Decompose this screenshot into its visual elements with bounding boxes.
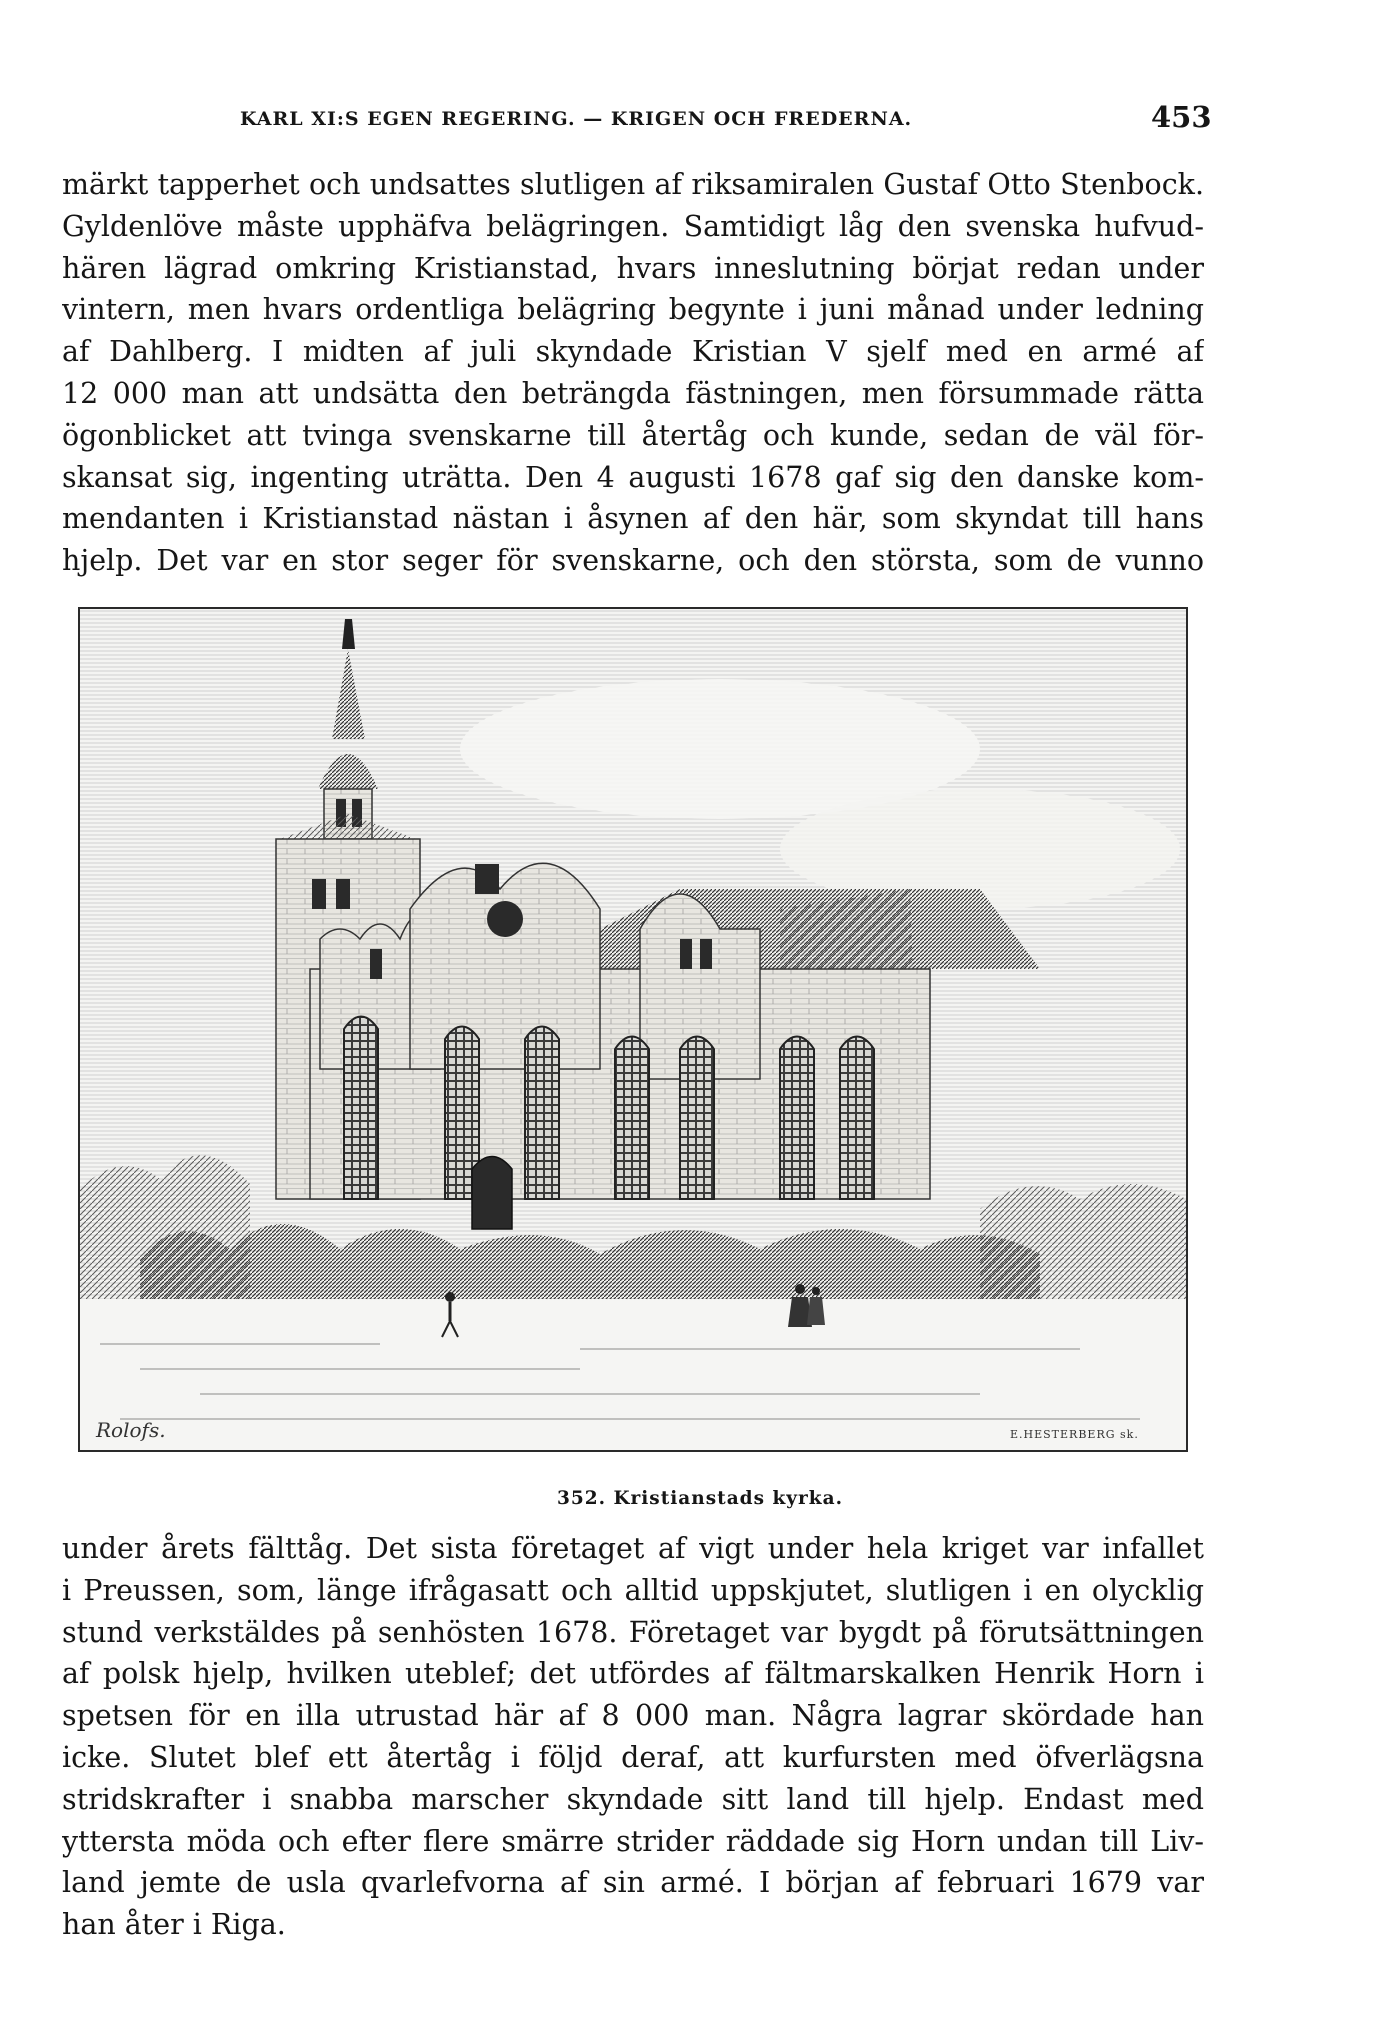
text-line: land jemte de usla qvarlefvorna af sin armé. I början af februari 1679 var: [62, 1866, 1204, 1900]
text-line: icke. Slutet blef ett återtåg i följd deraf, att kurfursten med öfverlägsna: [62, 1740, 1204, 1774]
text-line: hären lägrad omkring Kristianstad, hvars inneslutning börjat redan under: [62, 251, 1204, 285]
text-line: Gyldenlöve måste upphäfva belägringen. Samtidigt låg den svenska hufvud-: [62, 209, 1204, 243]
text-line: under årets fälttåg. Det sista företaget af vigt under hela kriget var infallet: [62, 1532, 1204, 1565]
text-line: 12 000 man att undsätta den beträngda fästningen, men försummade rätta: [62, 376, 1204, 410]
engraver-signature-right: E.HESTERBERG sk.: [1010, 1428, 1139, 1441]
text-line: vintern, men hvars ordentliga belägring begynte i juni månad under ledning: [62, 293, 1204, 327]
engraver-signature-left: Rolofs.: [96, 1418, 166, 1442]
text-line: af polsk hjelp, hvilken uteblef; det utfördes af fältmarskalken Henrik Horn i: [62, 1657, 1204, 1691]
church-portal: [472, 1157, 512, 1230]
page-number: 453: [1151, 100, 1212, 134]
figure-caption: 352. Kristianstads kyrka.: [556, 1488, 844, 1509]
text-line: yttersta möda och efter flere smärre strider räddade sig Horn undan till Liv-: [62, 1824, 1204, 1858]
text-line: han åter i Riga.: [62, 1908, 286, 1942]
running-head: KARL XI:S EGEN REGERING. — KRIGEN OCH FREDERNA.: [240, 108, 913, 130]
text-line: stridskrafter i snabba marscher skyndade sitt land till hjelp. Endast med: [62, 1782, 1204, 1816]
text-line: hjelp. Det var en stor seger för svenskarne, och den största, som de vunno: [62, 544, 1204, 578]
body-text-bottom: [62, 1528, 1204, 1946]
text-line: märkt tapperhet och undsattes slutligen af riksamiralen Gustaf Otto Stenbock.: [62, 168, 1204, 201]
text-line: i Preussen, som, länge ifrågasatt och alltid uppskjutet, slutligen i en olycklig: [62, 1573, 1204, 1607]
text-line: skansat sig, ingenting uträtta. Den 4 augusti 1678 gaf sig den danske kom-: [62, 460, 1204, 494]
text-line: mendanten i Kristianstad nästan i åsynen af den här, som skyndat till hans: [62, 502, 1204, 536]
text-line: ögonblicket att tvinga svenskarne till återtåg och kunde, sedan de väl för-: [62, 418, 1204, 452]
text-line: af Dahlberg. I midten af juli skyndade Kristian V sjelf med en armé af: [62, 335, 1204, 369]
text-line: spetsen för en illa utrustad här af 8 000 man. Några lagrar skördade han: [62, 1699, 1204, 1733]
church-engraving: [78, 607, 1188, 1452]
text-line: stund verkstäldes på senhösten 1678. Företaget var bygdt på förutsättningen: [62, 1615, 1204, 1649]
gable-center: [410, 863, 600, 1069]
body-text-top: [62, 164, 1204, 582]
